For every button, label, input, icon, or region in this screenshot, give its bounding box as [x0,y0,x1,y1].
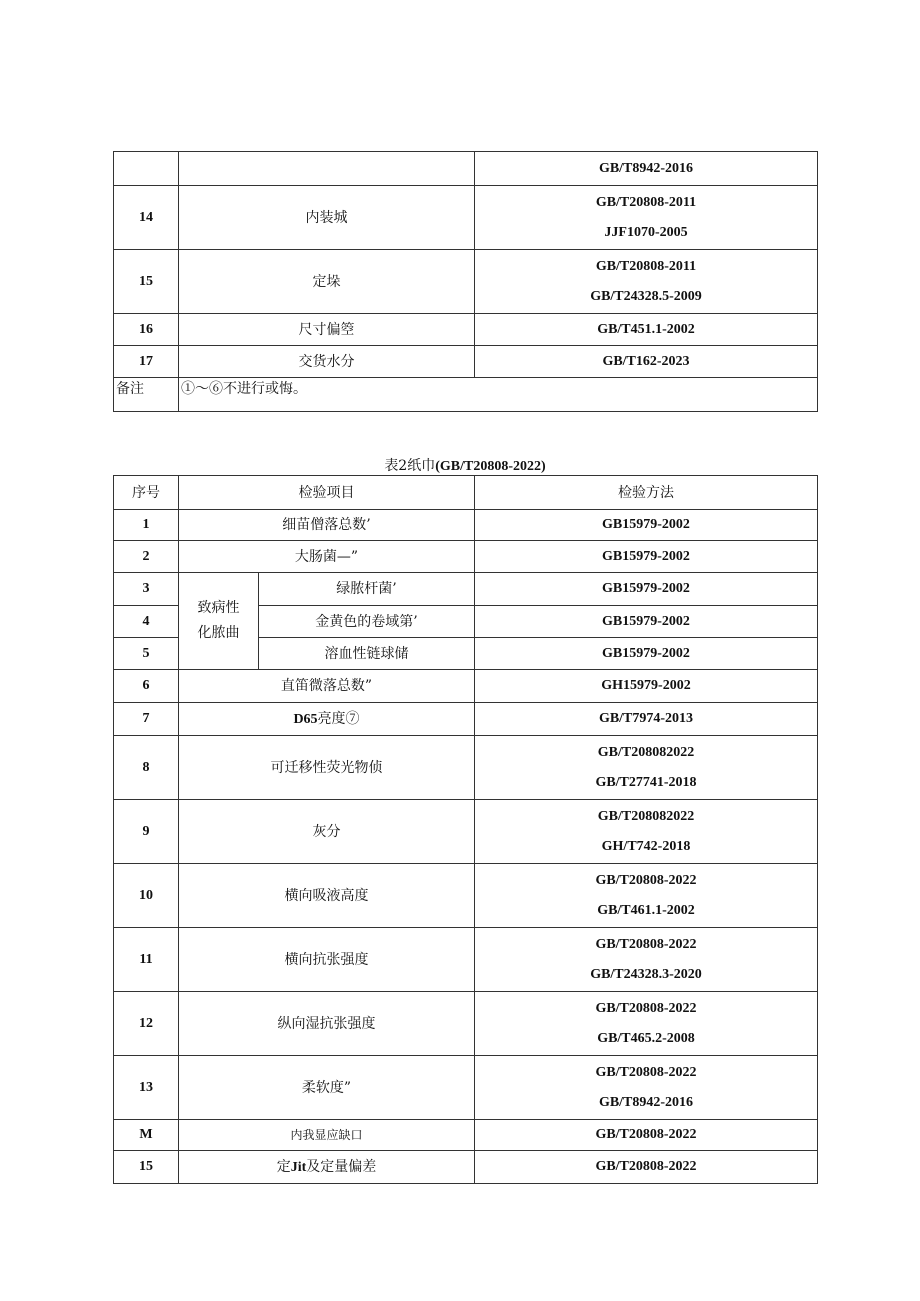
test-method: GB/T7974-2013 [475,703,818,736]
row-number: 6 [114,670,179,703]
test-method: GB15979-2002 [475,510,818,541]
inspection-item: 可迁移性荧光物侦 [179,736,475,800]
test-method: GB/T20808-2022 GB/T24328.3-2020 [475,928,818,992]
row-number: 8 [114,736,179,800]
row-number: 12 [114,992,179,1056]
inspection-item: 纵向湿抗张强度 [179,992,475,1056]
row-number: 17 [114,346,179,378]
test-method: GB/T208082022 GB/T27741-2018 [475,736,818,800]
row-number: 15 [114,1151,179,1184]
test-method: GB15979-2002 [475,573,818,606]
row-number: 15 [114,250,179,314]
test-method: GB15979-2002 [475,541,818,573]
inspection-item: 内装城 [179,186,475,250]
inspection-item: 内我显应缺口 [179,1120,475,1151]
inspection-item: 细苗僧落总数’ [179,510,475,541]
table-row [114,152,818,186]
test-method: GB15979-2002 [475,606,818,638]
table-row [114,928,818,992]
row-number: 13 [114,1056,179,1120]
table-row [114,314,818,346]
inspection-item: 横向吸液高度 [179,864,475,928]
test-method: GB/T162-2023 [475,346,818,378]
table-row [114,1056,818,1120]
test-method: GB/T20808-2022 GB/T461.1-2002 [475,864,818,928]
table-row [114,1120,818,1151]
inspection-item: 直笛微落总数” [179,670,475,703]
table-row [114,573,818,606]
table-caption: 表2纸巾(GB/T20808-2022) [384,458,546,474]
table-row [114,186,818,250]
table-row [114,250,818,314]
row-number: 3 [114,573,179,606]
table-row [114,510,818,541]
inspection-item: 绿脓杆菌’ [259,573,475,606]
table-row [114,736,818,800]
table-header-row [114,476,818,510]
table-row [114,864,818,928]
test-method: GB/T20808-2022 GB/T465.2-2008 [475,992,818,1056]
table-row [114,670,818,703]
inspection-item: 尺寸偏箜 [179,314,475,346]
inspection-table-continued [113,151,818,412]
test-method: GB/T20808-2011 GB/T24328.5-2009 [475,250,818,314]
header-item: 检验项目 [179,476,475,510]
row-number: 5 [114,638,179,670]
table-row [114,800,818,864]
header-method: 检验方法 [475,476,818,510]
tissue-inspection-table [113,475,818,1184]
note-label: 备注 [114,378,179,412]
table-row [114,541,818,573]
row-number: 16 [114,314,179,346]
inspection-item: 定垛 [179,250,475,314]
test-method: GB/T208082022 GH/T742-2018 [475,800,818,864]
table-row [114,992,818,1056]
inspection-item: 柔软度” [179,1056,475,1120]
inspection-item: D65亮度⑦ [179,703,475,736]
test-method: GB/T20808-2022 GB/T8942-2016 [475,1056,818,1120]
row-number: 7 [114,703,179,736]
row-number: 2 [114,541,179,573]
table-row [114,703,818,736]
test-method: GH15979-2002 [475,670,818,703]
test-method: GB/T8942-2016 [475,152,818,186]
test-method: GB/T20808-2022 [475,1151,818,1184]
inspection-item: 定Jit及定量偏差 [179,1151,475,1184]
group-label: 致病性 化脓曲 [179,573,259,670]
table-row [114,346,818,378]
inspection-item: 大肠菌—” [179,541,475,573]
test-method: GB/T20808-2011 JJF1070-2005 [475,186,818,250]
inspection-item: 溶血性链球储 [259,638,475,670]
row-number: 10 [114,864,179,928]
test-method: GB/T451.1-2002 [475,314,818,346]
inspection-item [179,152,475,186]
row-number: M [114,1120,179,1151]
test-method: GB15979-2002 [475,638,818,670]
test-method: GB/T20808-2022 [475,1120,818,1151]
inspection-item: 横向抗张强度 [179,928,475,992]
inspection-item: 交货水分 [179,346,475,378]
note-row [114,378,818,412]
row-number: 1 [114,510,179,541]
header-number: 序号 [114,476,179,510]
table-row [114,1151,818,1184]
row-number: 9 [114,800,179,864]
row-number: 14 [114,186,179,250]
inspection-item: 灰分 [179,800,475,864]
row-number: 4 [114,606,179,638]
row-number: 11 [114,928,179,992]
inspection-item: 金黄色的卷域第’ [259,606,475,638]
row-number [114,152,179,186]
note-text: ①～⑥不进行或悔。 [179,378,818,412]
